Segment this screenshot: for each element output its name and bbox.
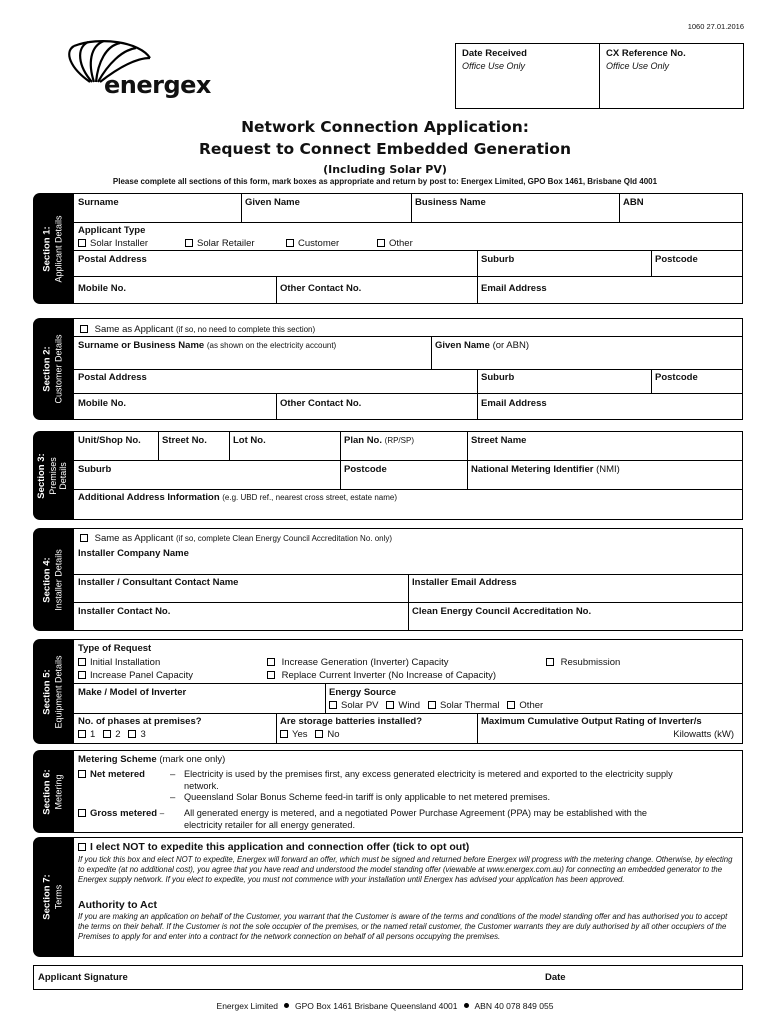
installer-company-field[interactable]: Installer Company Name [78, 548, 189, 559]
instructions: Please complete all sections of this form, mark boxes as appropriate and return by post to: Energex Limited, GPO Box 1461, Brisbane Qld 4001 [112, 177, 658, 186]
form-code: 1060 27.01.2016 [687, 22, 744, 31]
premises-suburb-field[interactable]: Suburb [78, 464, 112, 475]
section-3-number: Section 3: [36, 452, 48, 499]
make-model-field[interactable]: Make / Model of Inverter [78, 687, 187, 698]
storage-options [280, 729, 340, 740]
footer-address: GPO Box 1461 Brisbane Queensland 4001 [294, 1001, 458, 1011]
footer-abn: ABN 40 078 849 055 [474, 1001, 554, 1011]
section-1-box [73, 193, 743, 304]
mobile-field[interactable]: Mobile No. [78, 283, 127, 294]
given-name-field[interactable]: Given Name [245, 197, 300, 208]
email-field[interactable]: Email Address [481, 283, 547, 294]
surname-business-field[interactable]: Surname or Business Name (as shown on the electricity account) [78, 340, 337, 351]
checkbox[interactable] [78, 239, 86, 247]
street-name-field[interactable]: Street Name [471, 435, 527, 446]
footer [0, 1001, 770, 1011]
section-3-box [73, 431, 743, 520]
section-6-name: Metering [53, 774, 64, 810]
nmi-field[interactable]: National Metering Identifier (NMI) [471, 464, 620, 475]
checkbox[interactable] [80, 325, 88, 333]
replace-inverter-option[interactable]: Replace Current Inverter (No Increase of Capacity) [267, 670, 496, 681]
checkbox[interactable] [546, 658, 554, 666]
source-wind[interactable]: Wind [386, 700, 420, 711]
surname-field[interactable]: Surname [78, 197, 119, 208]
section-1-number: Section 1: [41, 225, 53, 272]
customer-suburb-field[interactable]: Suburb [481, 372, 515, 383]
section-4-name: Installer Details [53, 548, 64, 611]
postal-address-field[interactable]: Postal Address [78, 254, 147, 265]
section-7-box [73, 837, 743, 957]
customer-postcode-field[interactable]: Postcode [655, 372, 698, 383]
cx-reference-cell[interactable] [600, 44, 743, 108]
increase-panel-option[interactable]: Increase Panel Capacity [78, 670, 193, 681]
net-desc-2: Queensland Solar Bonus Scheme feed-in tariff is only applicable to net metered premises. [184, 792, 551, 802]
customer-other-contact-field[interactable]: Other Contact No. [280, 398, 362, 409]
signature-box [33, 965, 743, 990]
installer-contact-no-field[interactable]: Installer Contact No. [78, 606, 171, 617]
section-2-box [73, 318, 743, 420]
lot-no-field[interactable]: Lot No. [233, 435, 266, 446]
checkbox[interactable] [78, 671, 86, 679]
type-other[interactable]: Other [377, 238, 413, 249]
section-7-tab [33, 837, 73, 957]
net-desc-1b: network. [184, 781, 219, 791]
section-3-tab [33, 431, 73, 520]
phase-2[interactable]: 2 [103, 729, 120, 740]
opt-out-option[interactable]: I elect NOT to expedite this application and connection offer (tick to opt out) [78, 841, 469, 853]
section-5-tab [33, 639, 73, 744]
customer-given-name-field[interactable]: Given Name (or ABN) [435, 340, 529, 351]
authority-heading: Authority to Act [78, 899, 157, 911]
source-solar-pv[interactable]: Solar PV [329, 700, 379, 711]
installer-email-field[interactable]: Installer Email Address [412, 577, 517, 588]
street-no-field[interactable]: Street No. [162, 435, 207, 446]
same-as-applicant-4[interactable]: Same as Applicant (if so, complete Clean Energy Council Accreditation No. only) [80, 533, 392, 544]
section-4-box [73, 528, 743, 631]
energy-source-label: Energy Source [329, 687, 397, 698]
section-5-number: Section 5: [41, 668, 53, 715]
energy-sources [329, 700, 543, 711]
phase-3[interactable]: 3 [128, 729, 145, 740]
checkbox[interactable] [286, 239, 294, 247]
section-1-tab [33, 193, 73, 304]
installer-contact-name-field[interactable]: Installer / Consultant Contact Name [78, 577, 239, 588]
increase-generation-option[interactable]: Increase Generation (Inverter) Capacity [267, 657, 449, 668]
section-7-name: Terms [53, 884, 64, 910]
bullet-icon [284, 1003, 289, 1008]
footer-company: Energex Limited [216, 1001, 278, 1011]
phase-1[interactable]: 1 [78, 729, 95, 740]
section-3-name-1: Premises [48, 456, 59, 495]
net-desc-1: Electricity is used by the premises first, any excess generated electricity is metered and exported to the electricity supply [184, 769, 673, 779]
title-line-2: Request to Connect Embedded Generation [198, 140, 571, 158]
plan-no-field[interactable]: Plan No. (RP/SP) [344, 435, 414, 446]
title-line-3: (Including Solar PV) [323, 163, 447, 176]
kilowatts-unit: Kilowatts (kW) [673, 729, 734, 740]
date-received-label: Date Received [462, 48, 527, 59]
checkbox[interactable] [267, 658, 275, 666]
storage-no[interactable]: No [315, 729, 339, 740]
opt-out-note: If you tick this box and elect NOT to expedite, Energex will forward an offer, which must be signed and returned before Energex will progress with the metering change. Otherwise, by electing to expedite (at no additional cost), you agree that you have read and understood the model standing offer (viewable at www.energex.com.au) for connecting an embedded generator to the Energex supply network. If you elect to expedite, you must not commence with your installation until Energex has advised your application has been approved. [78, 855, 733, 885]
source-solar-thermal[interactable]: Solar Thermal [428, 700, 500, 711]
gross-desc-b: electricity retailer for all energy generated. [184, 820, 356, 830]
checkbox[interactable] [78, 658, 86, 666]
storage-yes[interactable]: Yes [280, 729, 308, 740]
premises-postcode-field[interactable]: Postcode [344, 464, 387, 475]
additional-address-field[interactable]: Additional Address Information (e.g. UBD ref., nearest cross street, estate name) [78, 492, 397, 503]
section-7-number: Section 7: [41, 874, 53, 920]
section-2-number: Section 2: [41, 346, 53, 392]
cx-reference-label: CX Reference No. [606, 48, 686, 59]
abn-field[interactable]: ABN [623, 197, 644, 208]
other-contact-field[interactable]: Other Contact No. [280, 283, 362, 294]
type-solar-retailer[interactable]: Solar Retailer [185, 238, 255, 249]
office-use-only-1: Office Use Only [462, 61, 526, 71]
section-5-box [73, 639, 743, 744]
checkbox[interactable] [267, 671, 275, 679]
applicant-signature-field[interactable]: Applicant Signature [38, 972, 128, 983]
brand-name: energex [104, 71, 211, 99]
section-4-number: Section 4: [41, 556, 53, 603]
postcode-field[interactable]: Postcode [655, 254, 698, 265]
checkbox[interactable] [78, 770, 86, 778]
section-6-number: Section 6: [41, 768, 53, 815]
office-use-box [455, 43, 744, 109]
resubmission-option[interactable]: Resubmission [546, 657, 620, 668]
type-of-request-label: Type of Request [78, 643, 152, 654]
section-2-name: Customer Details [53, 334, 64, 404]
title-line-1: Network Connection Application: [241, 118, 529, 136]
applicant-type-label: Applicant Type [78, 225, 146, 236]
net-metered-option[interactable]: Net metered [78, 769, 145, 780]
checkbox[interactable] [80, 534, 88, 542]
customer-mobile-field[interactable]: Mobile No. [78, 398, 127, 409]
section-3-name-2: Details [58, 461, 69, 490]
section-5-name: Equipment Details [53, 654, 64, 729]
checkbox[interactable] [377, 239, 385, 247]
section-6-box [73, 750, 743, 833]
storage-label: Are storage batteries installed? [280, 716, 423, 727]
checkbox[interactable] [185, 239, 193, 247]
source-other[interactable]: Other [507, 700, 543, 711]
office-use-only-2: Office Use Only [606, 61, 670, 71]
section-4-tab [33, 528, 73, 631]
customer-postal-field[interactable]: Postal Address [78, 372, 147, 383]
dash-1: – [170, 769, 176, 780]
max-output-field[interactable]: Maximum Cumulative Output Rating of Inverter/s [481, 716, 702, 727]
type-customer[interactable]: Customer [286, 238, 339, 249]
date-received-cell[interactable] [456, 44, 600, 108]
signature-date-field[interactable]: Date [545, 972, 566, 983]
dash-2: – [170, 792, 176, 803]
section-1-name: Applicant Details [53, 214, 64, 283]
phases-label: No. of phases at premises? [78, 716, 202, 727]
unit-shop-field[interactable]: Unit/Shop No. [78, 435, 141, 446]
authority-note: If you are making an application on behalf of the Customer, you warrant that the Customer is aware of the terms and conditions of the model standing offer and has authorised you to accept the terms on their behalf. If the Customer is not the sole occupier of the premises, or the named retail customer, the Customer warrants they are duly authorised by all other occupiers of the Premises to apply for and enter into a contract for the network connection on behalf of all persons occupying the premises. [78, 912, 728, 942]
cec-accreditation-field[interactable]: Clean Energy Council Accreditation No. [412, 606, 592, 617]
section-6-tab [33, 750, 73, 833]
type-solar-installer[interactable]: Solar Installer [78, 238, 148, 249]
checkbox[interactable] [78, 843, 86, 851]
gross-metered-option[interactable]: Gross metered – [78, 808, 164, 819]
same-as-applicant-2[interactable]: Same as Applicant (if so, no need to complete this section) [80, 324, 315, 335]
gross-desc: All generated energy is metered, and a negotiated Power Purchase Agreement (PPA) may be established with the [184, 808, 648, 818]
section-2-tab [33, 318, 73, 420]
suburb-field[interactable]: Suburb [481, 254, 515, 265]
business-name-field[interactable]: Business Name [415, 197, 486, 208]
phase-options [78, 729, 146, 740]
metering-scheme-label: Metering Scheme (mark one only) [78, 754, 226, 765]
checkbox[interactable] [78, 809, 86, 817]
bullet-icon [464, 1003, 469, 1008]
initial-installation-option[interactable]: Initial Installation [78, 657, 160, 668]
customer-email-field[interactable]: Email Address [481, 398, 547, 409]
